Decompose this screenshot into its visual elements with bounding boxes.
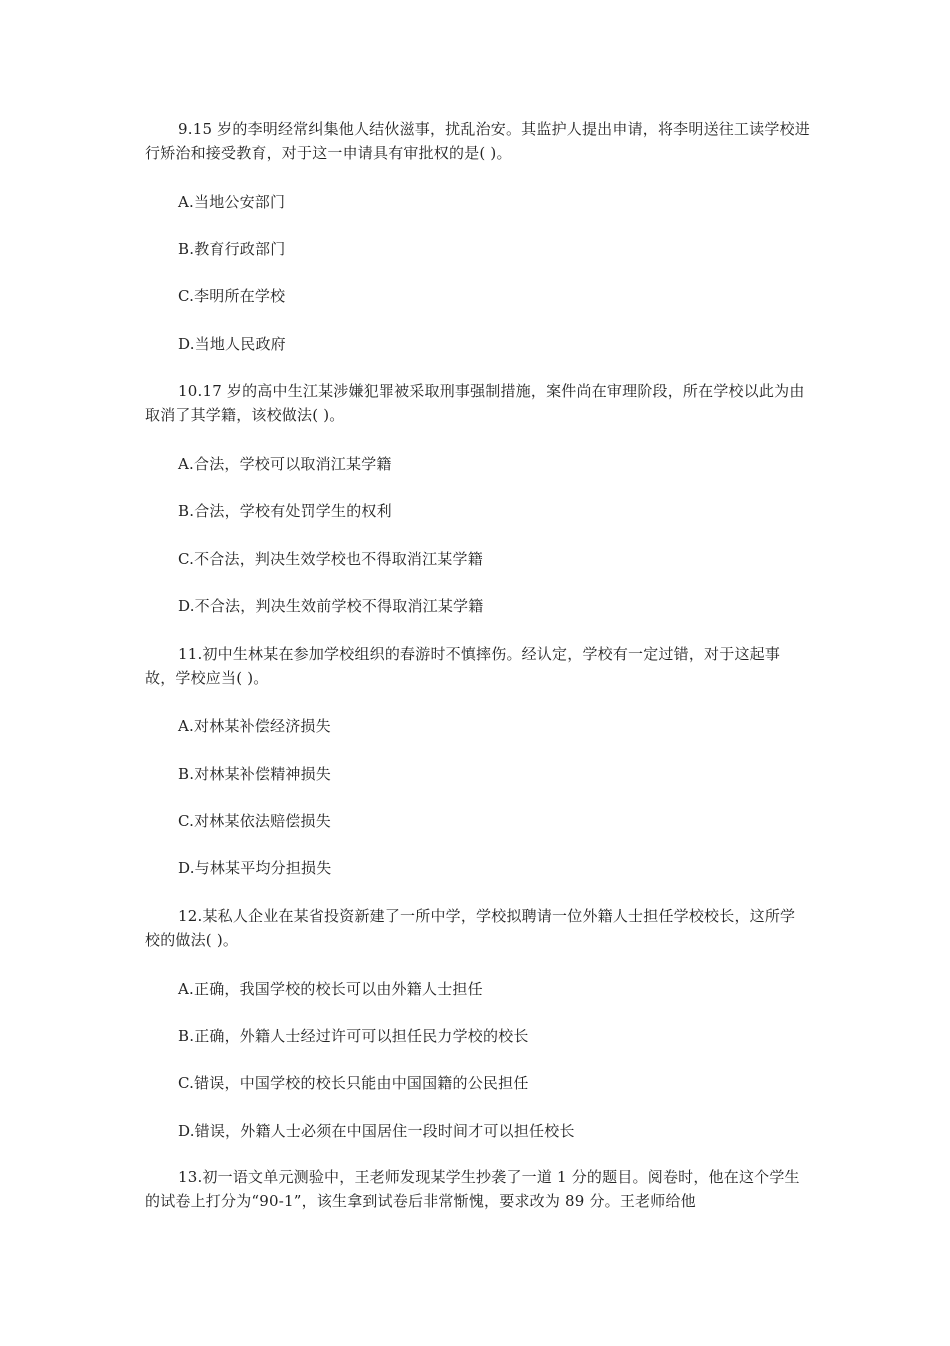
- question-11-option-d: D.与林某平均分担损失: [178, 859, 332, 877]
- question-12-option-a: A.正确，我国学校的校长可以由外籍人士担任: [178, 980, 483, 998]
- question-10-stem: 10.17 岁的高中生江某涉嫌犯罪被采取刑事强制措施，案件尚在审理阶段，所在学校以此为由取消了其学籍，该校做法( )。: [145, 382, 805, 424]
- question-11-option-a: A.对林某补偿经济损失: [178, 717, 331, 735]
- question-10-option-b: B.合法，学校有处罚学生的权利: [178, 502, 392, 520]
- question-9-option-b: B.教育行政部门: [178, 240, 286, 258]
- question-10-option-c: C.不合法，判决生效学校也不得取消江某学籍: [178, 550, 483, 568]
- question-12-option-c: C.错误，中国学校的校长只能由中国国籍的公民担任: [178, 1074, 529, 1092]
- question-9-option-c: C.李明所在学校: [178, 287, 286, 305]
- question-9-option-d: D.当地人民政府: [178, 335, 286, 353]
- question-12-option-d: D.错误，外籍人士必须在中国居住一段时间才可以担任校长: [178, 1122, 575, 1140]
- question-12-stem: 12.某私人企业在某省投资新建了一所中学，学校拟聘请一位外籍人士担任学校校长，这所学校的做法( )。: [145, 907, 796, 949]
- question-12-option-b: B.正确，外籍人士经过许可可以担任民力学校的校长: [178, 1027, 529, 1045]
- question-13-stem: 13.初一语文单元测验中，王老师发现某学生抄袭了一道 1 分的题目。阅卷时，他在这个学生的试卷上打分为“90-1”，该生拿到试卷后非常惭愧，要求改为 89 分。王老师给他: [145, 1168, 800, 1210]
- question-11-option-b: B.对林某补偿精神损失: [178, 765, 331, 783]
- question-11-option-c: C.对林某依法赔偿损失: [178, 812, 331, 830]
- question-9-stem: 9.15 岁的李明经常纠集他人结伙滋事，扰乱治安。其监护人提出申请，将李明送往工读学校进行矫治和接受教育，对于这一申请具有审批权的是( )。: [145, 120, 810, 162]
- question-10-option-d: D.不合法，判决生效前学校不得取消江某学籍: [178, 597, 484, 615]
- question-9-option-a: A.当地公安部门: [178, 193, 286, 211]
- question-10-option-a: A.合法，学校可以取消江某学籍: [178, 455, 392, 473]
- question-11-stem: 11.初中生林某在参加学校组织的春游时不慎摔伤。经认定，学校有一定过错，对于这起事故，学校应当( )。: [145, 645, 781, 687]
